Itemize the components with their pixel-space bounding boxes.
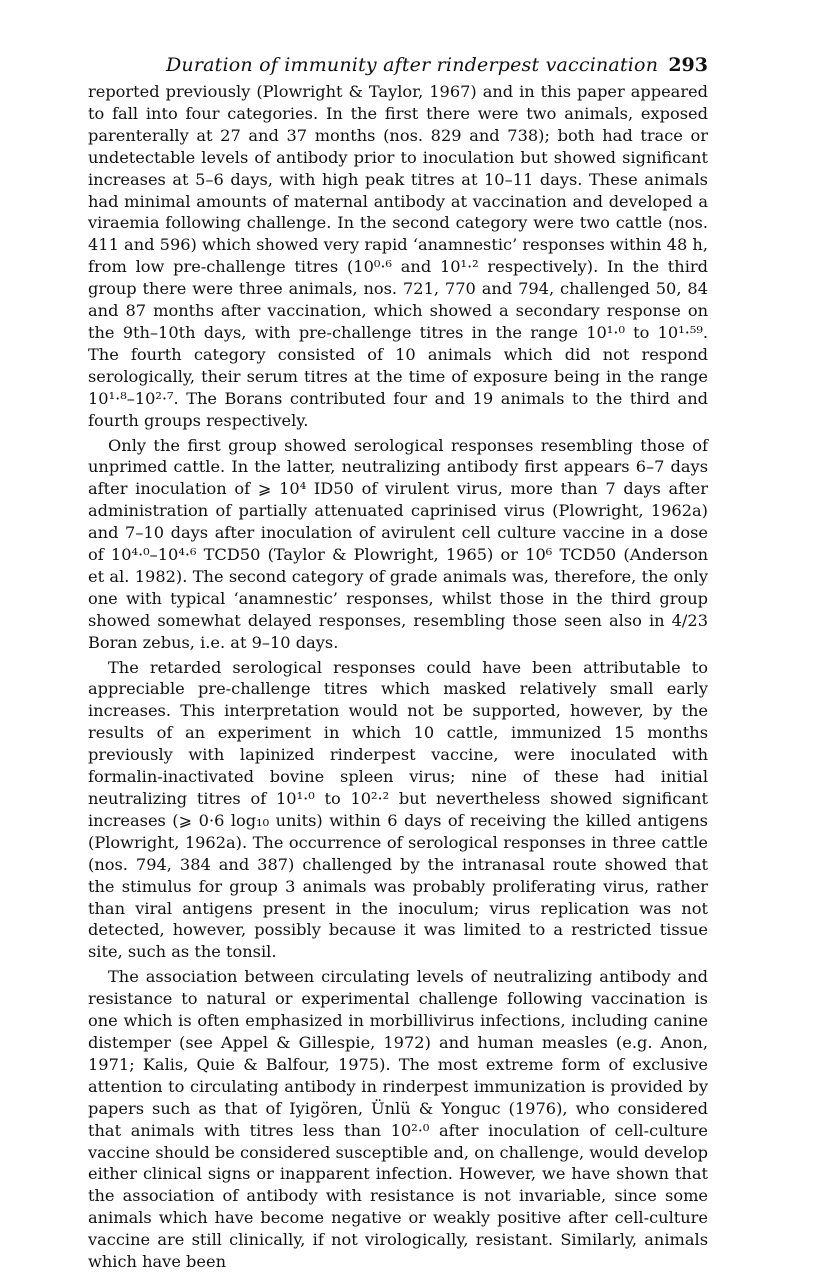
paragraph-continued: reported previously (Plowright & Taylor, 1967) and in this paper appeared to fall into four categories. In the first there were two animals, exposed parenterally at 27 and 37 months (nos. 829 and 738); both had trace or undetectable levels of antibody prior to inoculation but showed significant increases at 5–6 days, with high peak titres at 10–11 days. These animals had minimal amounts of maternal antibody at vaccination and developed a viraemia following challenge. In the second category were two cattle (nos. 411 and 596) which showed very rapid ‘anamnestic’ responses within 48 h, from low pre-challenge titres (10⁰·⁶ and 10¹·² respectively). In the third group there were three animals, nos. 721, 770 and 794, challenged 50, 84 and 87 months after vaccination, which showed a secondary response on the 9th–10th days, with pre-challenge titres in the range 10¹·⁰ to 10¹·⁵⁹. The fourth category consisted of 10 animals which did not respond serologically, their serum titres at the time of exposure being in the range 10¹·⁸–10²·⁷. The Borans contributed four and 19 animals to the third and fourth groups respectively. <box>88 82 708 430</box>
paragraph: The association between circulating levels of neutralizing antibody and resistance to natural or experimental challenge following vaccination is one which is often emphasized in morbillivirus infections, including canine distemper (see Appel & Gillespie, 1972) and human measles (e.g. Anon, 1971; Kalis, Quie & Balfour, 1975). The most extreme form of exclusive attention to circulating antibody in rinderpest immunization is provided by papers such as that of Iyigören, Ünlü & Yonguc (1976), who considered that animals with titres less than 10²·⁰ after inoculation of cell-culture vaccine should be considered susceptible and, on challenge, would develop either clinical signs or inapparent infection. However, we have shown that the association of antibody with resistance is not invariable, since some animals which have become negative or weakly positive after cell-culture vaccine are still clinically, if not virologically, resistant. Similarly, animals which have been <box>88 967 708 1272</box>
page-header <box>88 54 708 80</box>
article-body <box>88 81 708 1273</box>
page-number: 293 <box>668 54 708 76</box>
running-title: Duration of immunity after rinderpest vaccination <box>166 54 659 76</box>
journal-page <box>88 54 708 1276</box>
paragraph: Only the first group showed serological responses resembling those of unprimed cattle. In the latter, neutralizing antibody first appears 6–7 days after inoculation of ⩾ 10⁴ ID50 of virulent virus, more than 7 days after administration of partially attenuated caprinised virus (Plowright, 1962a) and 7–10 days after inoculation of avirulent cell culture vaccine in a dose of 10⁴·⁰–10⁴·⁶ TCD50 (Taylor & Plowright, 1965) or 10⁶ TCD50 (Anderson et al. 1982). The second category of grade animals was, therefore, the only one with typical ‘anamnestic’ responses, whilst those in the third group showed somewhat delayed responses, resembling those seen also in 4/23 Boran zebus, i.e. at 9–10 days. <box>88 435 708 652</box>
paragraph: The retarded serological responses could have been attributable to appreciable pre-challenge titres which masked relatively small early increases. This interpretation would not be supported, however, by the results of an experiment in which 10 cattle, immunized 15 months previously with lapinized rinderpest vaccine, were inoculated with formalin-inactivated bovine spleen virus; nine of these had initial neutralizing titres of 10¹·⁰ to 10²·² but nevertheless showed significant increases (⩾ 0·6 log₁₀ units) within 6 days of receiving the killed antigens (Plowright, 1962a). The occurrence of serological responses in three cattle (nos. 794, 384 and 387) challenged by the intranasal route showed that the stimulus for group 3 animals was probably proliferating virus, rather than viral antigens present in the inoculum; virus replication was not detected, however, possibly because it was limited to a restricted tissue site, such as the tonsil. <box>88 657 708 962</box>
